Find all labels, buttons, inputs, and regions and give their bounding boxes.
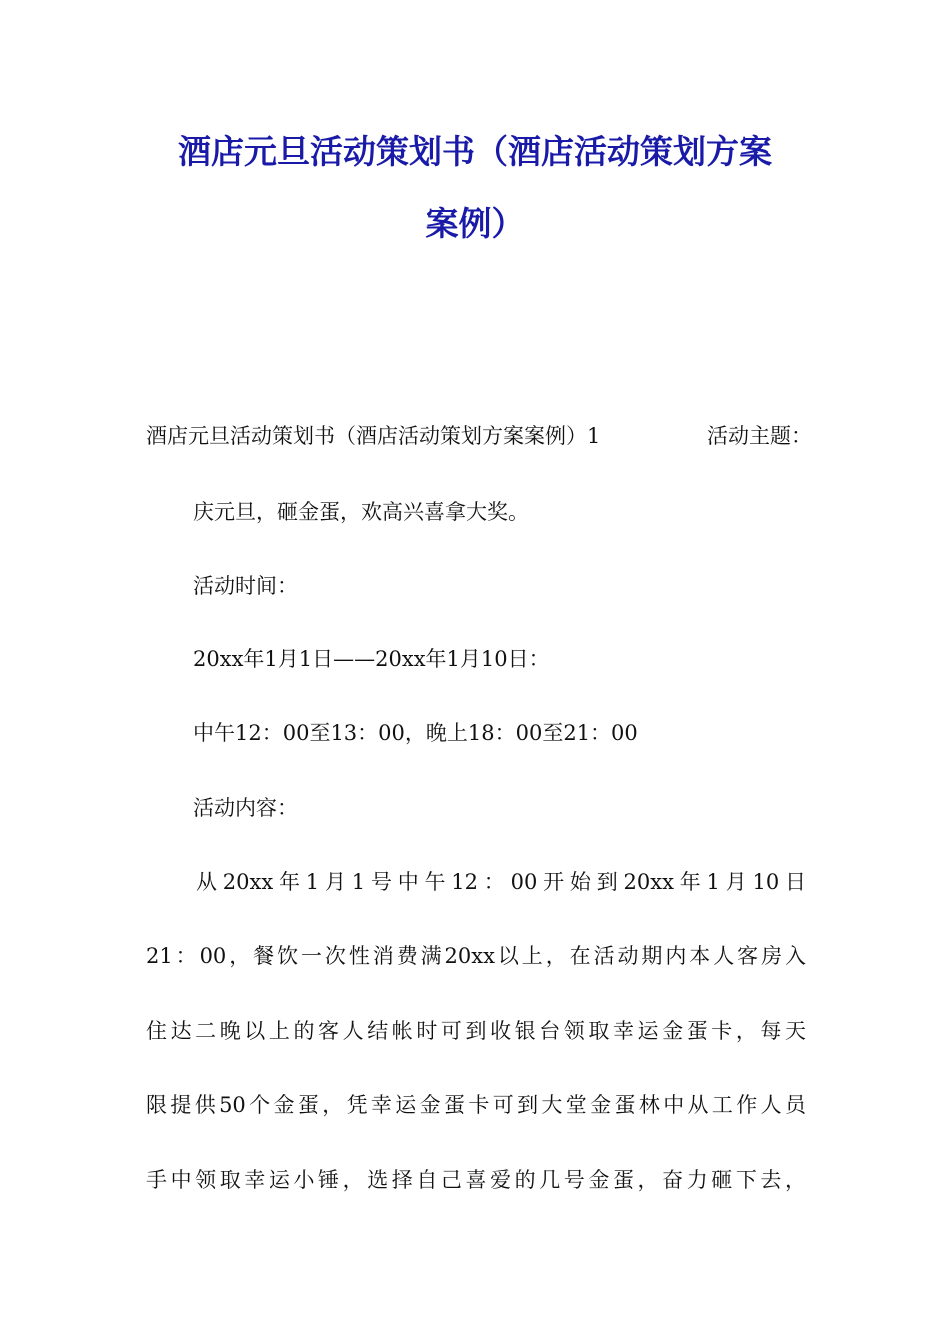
content-label: 活动内容： [193,796,298,820]
content-line-1: 从20xx年1月1号中午12：00开始到20xx年1月10日 [196,870,806,894]
theme-label: 活动主题： [707,424,812,448]
content-line-5: 手中领取幸运小锤，选择自己喜爱的几号金蛋，奋力砸下去， [146,1168,806,1192]
document-title-line-1: 酒店元旦活动策划书（酒店活动策划方案 [178,132,772,171]
theme-text: 庆元旦，砸金蛋，欢高兴喜拿大奖。 [193,500,529,524]
content-line-2: 21：00，餐饮一次性消费满20xx以上，在活动期内本人客房入 [146,944,806,968]
date-range: 20xx年1月1日——20xx年1月10日： [193,647,550,671]
time-label: 活动时间： [193,574,298,598]
content-line-3: 住达二晚以上的客人结帐时可到收银台领取幸运金蛋卡，每天 [146,1019,806,1043]
content-line-4: 限提供50个金蛋，凭幸运金蛋卡可到大堂金蛋林中从工作人员 [146,1093,806,1117]
section-heading: 酒店元旦活动策划书（酒店活动策划方案案例）1 [146,424,601,448]
document-title-line-2: 案例） [425,204,525,243]
hours-text: 中午12：00至13：00，晚上18：00至21：00 [193,721,638,745]
